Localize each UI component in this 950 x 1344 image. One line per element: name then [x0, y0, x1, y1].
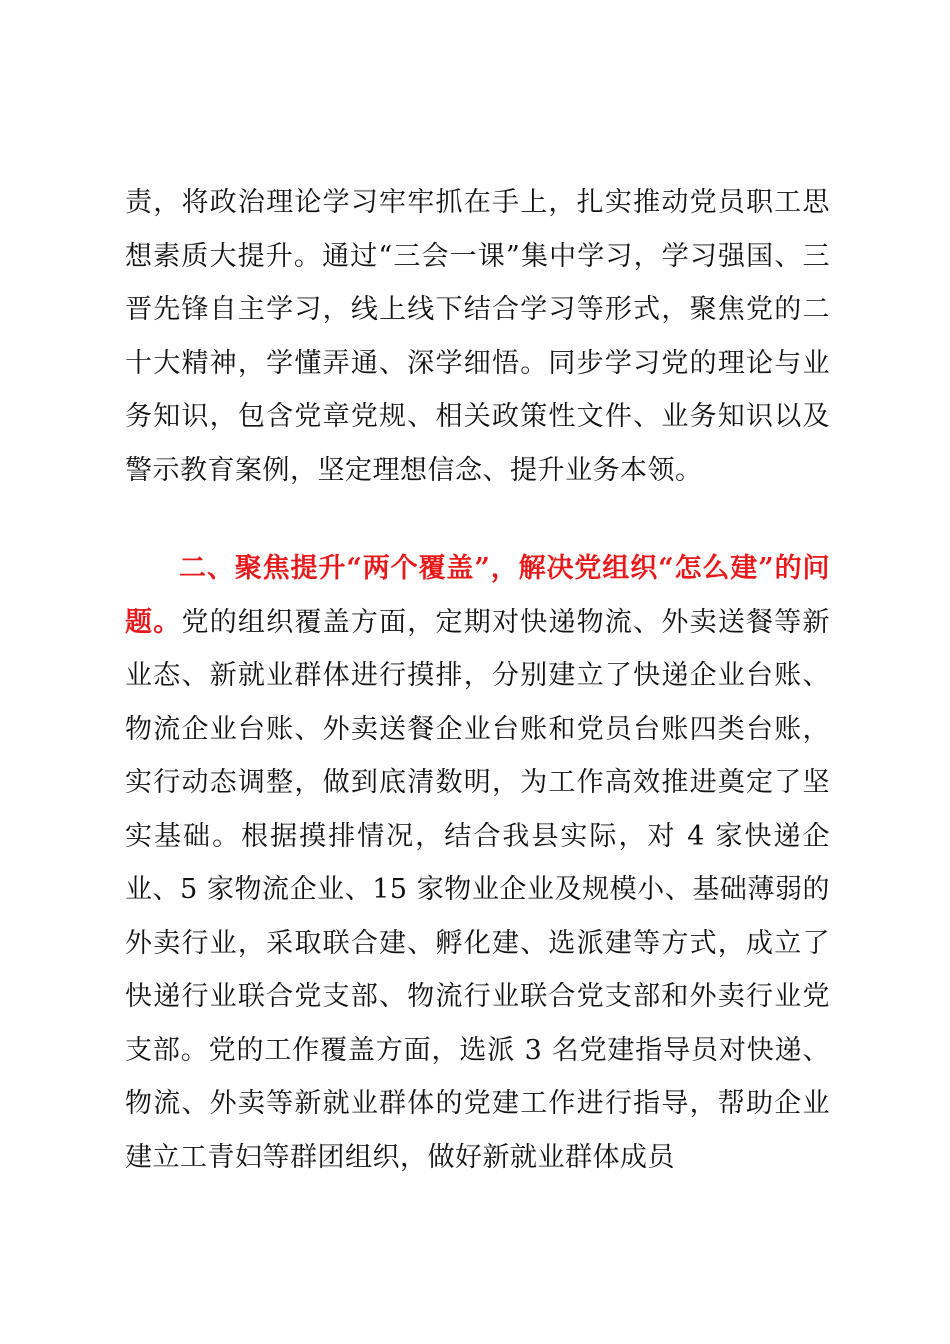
paragraph-section-two — [125, 542, 830, 1184]
section-body: 党的组织覆盖方面，定期对快递物流、外卖送餐等新业态、新就业群体进行摸排，分别建立了快递企业台账、物流企业台账、外卖送餐企业台账和党员台账四类台账，实行动态调整，做到底清数明，为工作高效推进奠定了坚实基础。根据摸排情况，结合我县实际，对 4 家快递企业、5 家物流企业、15 家物业企业及规模小、基础薄弱的外卖行业，采取联合建、孵化建、选派建等方式，成立了快递行业联合党支部、物流行业联合党支部和外卖行业党支部。党的工作覆盖方面，选派 3 名党建指导员对快递、物流、外卖等新就业群体的党建工作进行指导，帮助企业建立工青妇等群团组织，做好新就业群体成员 — [125, 606, 831, 1173]
paragraph-continued: 责，将政治理论学习牢牢抓在手上，扎实推动党员职工思想素质大提升。通过“三会一课”集中学习，学习强国、三晋先锋自主学习，线上线下结合学习等形式，聚焦党的二十大精神，学懂弄通、深学细悟。同步学习党的理论与业务知识，包含党章党规、相关政策性文件、业务知识以及警示教育案例，坚定理想信念、提升业务本领。 — [125, 187, 830, 486]
section-heading: 二、聚焦提升“两个覆盖”，解决党组织“怎么建”的问题。 — [125, 553, 830, 638]
